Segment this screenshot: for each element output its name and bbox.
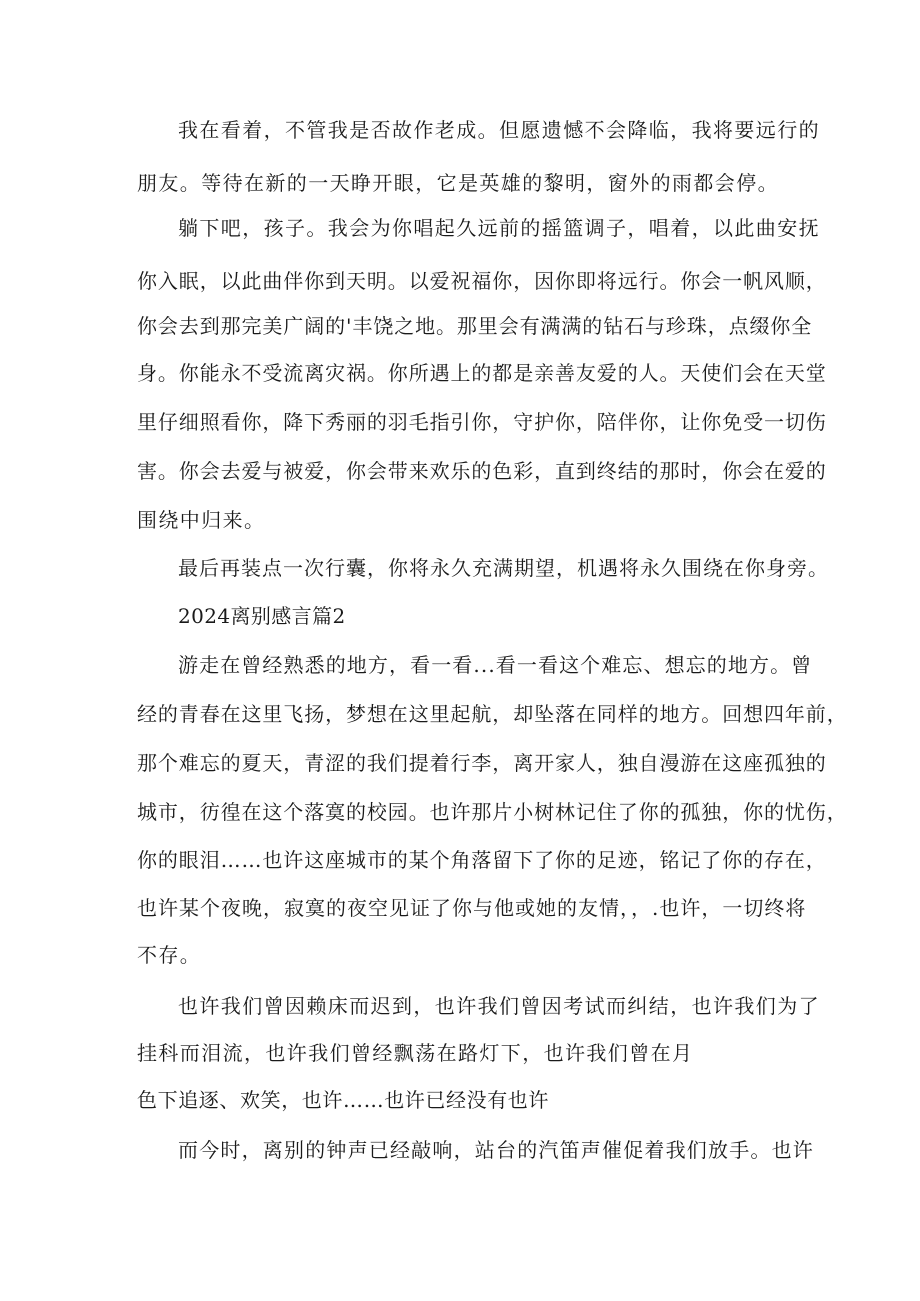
section-heading: 2024离别感言篇2 bbox=[178, 604, 346, 628]
text-line: 而今时，离别的钟声已经敲响，站台的汽笛声催促着我们放手。也许 bbox=[178, 1138, 814, 1162]
text-line: 也许我们曾因赖床而迟到，也许我们曾因考试而纠结，也许我们为了 bbox=[178, 994, 820, 1018]
text-line: 不存。 bbox=[137, 943, 202, 967]
text-line: 害。你会去爱与被爱，你会带来欢乐的色彩，直到终结的那时，你会在爱的 bbox=[137, 459, 827, 483]
text-line: 挂科而泪流，也许我们曾经飘荡在路灯下，也许我们曾在月 bbox=[137, 1041, 694, 1065]
text-line: 里仔细照看你，降下秀丽的羽毛指引你，守护你，陪伴你，让你免受一切伤 bbox=[137, 410, 827, 434]
text-line: 也许某个夜晚，寂寞的夜空见证了你与他或她的友情，，.也许，一切终将 bbox=[137, 896, 807, 920]
text-line: 城市，彷徨在这个落寞的校园。也许那片小树林记住了你的孤独，你的忧伤， bbox=[137, 800, 848, 824]
text-line: 你的眼泪……也许这座城市的某个角落留下了你的足迹，铭记了你的存在， bbox=[137, 848, 827, 872]
text-line: 躺下吧，孩子。我会为你唱起久远前的摇篮调子，唱着，以此曲安抚 bbox=[178, 216, 820, 240]
text-line: 那个难忘的夏天，青涩的我们提着行李，离开家人，独自漫游在这座孤独的 bbox=[137, 751, 827, 775]
text-line: 经的青春在这里飞扬，梦想在这里起航，却坠落在同样的地方。回想四年前， bbox=[137, 702, 848, 726]
text-line: 你入眠，以此曲伴你到天明。以爱祝福你，因你即将远行。你会一帆风顺， bbox=[137, 269, 827, 293]
text-line: 游走在曾经熟悉的地方，看一看...看一看这个难忘、想忘的地方。曾 bbox=[178, 653, 813, 677]
text-line: 围绕中归来。 bbox=[137, 508, 266, 532]
text-line: 我在看着，不管我是否故作老成。但愿遗憾不会降临，我将要远行的 bbox=[178, 118, 820, 142]
text-line: 身。你能永不受流离灾祸。你所遇上的都是亲善友爱的人。天使们会在天堂 bbox=[137, 361, 827, 385]
text-line: 最后再装点一次行囊，你将永久充满期望，机遇将永久围绕在你身旁。 bbox=[178, 556, 829, 580]
text-line: 朋友。等待在新的一天睁开眼，它是英雄的黎明，窗外的雨都会停。 bbox=[137, 171, 779, 195]
text-line: 色下追逐、欢笑，也许……也许已经没有也许 bbox=[137, 1088, 549, 1112]
text-line: 你会去到那完美广阔的'丰饶之地。那里会有满满的钻石与珍珠，点缀你全 bbox=[137, 314, 813, 338]
